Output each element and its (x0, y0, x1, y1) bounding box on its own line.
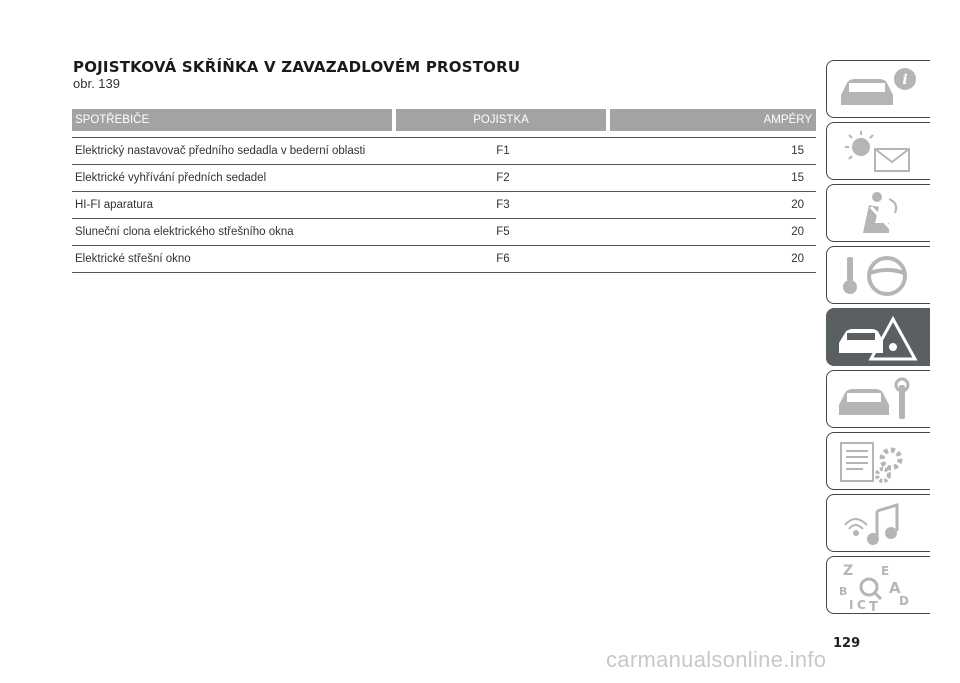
multimedia-music-icon (835, 499, 919, 549)
header-consumers: SPOTŘEBIČE (72, 109, 392, 131)
table-row (72, 165, 816, 192)
svg-text:D: D (899, 594, 909, 608)
warning-lights-message-icon (835, 127, 919, 177)
header-amperes: AMPÉRY (610, 109, 816, 131)
svg-text:C: C (857, 598, 866, 611)
table-row (72, 246, 816, 273)
alphabetical-index-icon (835, 561, 919, 611)
car-maintenance-wrench-icon (835, 375, 919, 425)
car-info-icon (835, 65, 919, 115)
table-row (72, 219, 816, 246)
cell-fuse: F5 (496, 226, 510, 238)
cell-consumer: Elektrický nastavovač předního sedadla v bederní oblasti (75, 145, 366, 157)
cell-consumer: HI-FI aparatura (75, 199, 153, 211)
cell-consumer: Elektrické vyhřívání předních sedadel (75, 172, 267, 184)
svg-text:i: i (902, 72, 908, 88)
tab-maintenance[interactable] (826, 370, 930, 428)
cell-fuse: F1 (496, 145, 510, 157)
airbag-seat-icon (835, 189, 919, 239)
fuse-table (72, 109, 816, 273)
cell-amperes: 15 (791, 145, 804, 157)
tab-technical-data[interactable] (826, 432, 930, 490)
page-title: POJISTKOVÁ SKŘÍŇKA V ZAVAZADLOVÉM PROSTORU (73, 58, 521, 76)
cell-amperes: 20 (791, 253, 804, 265)
cell-consumer: Elektrické střešní okno (75, 253, 191, 265)
table-header (72, 109, 816, 131)
tab-car-info[interactable] (826, 60, 930, 118)
tab-index[interactable] (826, 556, 930, 614)
table-row (72, 192, 816, 219)
cell-fuse: F6 (496, 253, 510, 265)
cell-fuse: F3 (496, 199, 510, 211)
table-body (72, 137, 816, 273)
cell-amperes: 20 (791, 226, 804, 238)
cell-consumer: Sluneční clona elektrického střešního okna (75, 226, 294, 238)
breakdown-warning-triangle-icon (835, 313, 919, 363)
cell-amperes: 20 (791, 199, 804, 211)
tab-emergency[interactable] (826, 308, 930, 366)
tab-starting-driving[interactable] (826, 246, 930, 304)
technical-data-gears-icon (835, 437, 919, 487)
figure-reference: obr. 139 (73, 76, 120, 91)
tab-warning-lights[interactable] (826, 122, 930, 180)
cell-fuse: F2 (496, 172, 510, 184)
key-steering-wheel-icon (835, 251, 919, 301)
page-number: 129 (833, 636, 861, 651)
table-row (72, 137, 816, 165)
svg-text:Z: Z (843, 563, 854, 579)
cell-amperes: 15 (791, 172, 804, 184)
tab-multimedia[interactable] (826, 494, 930, 552)
svg-text:T: T (869, 600, 878, 611)
svg-text:E: E (881, 564, 890, 578)
header-fuse: POJISTKA (396, 109, 606, 131)
svg-text:A: A (889, 579, 901, 597)
watermark: carmanualsonline.info (606, 647, 827, 672)
svg-text:B: B (839, 585, 848, 598)
tab-safety[interactable] (826, 184, 930, 242)
svg-text:I: I (849, 598, 854, 611)
